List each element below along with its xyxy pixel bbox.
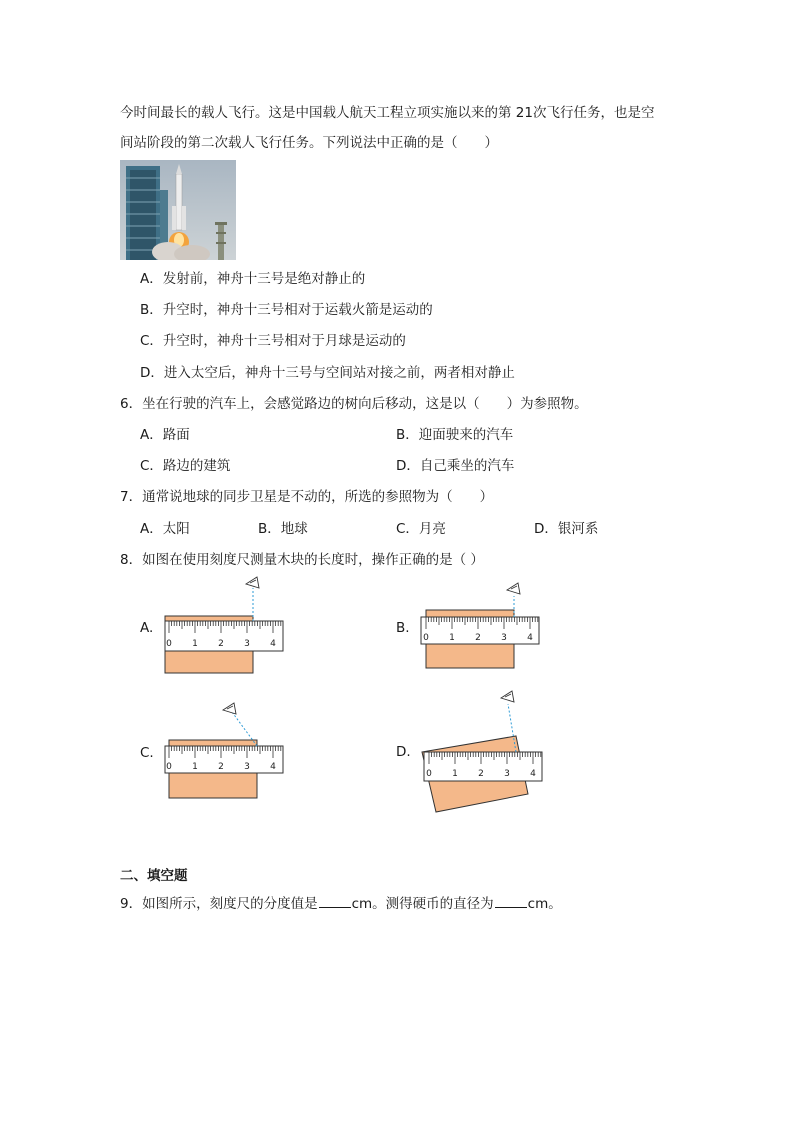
ruler-tick-label: 0 (166, 762, 172, 772)
ruler-tick-label: 0 (166, 639, 172, 649)
q5-intro-line1: 今时间最长的载人飞行。这是中国载人航天工程立项实施以来的第 21次飞行任务，也是空 (120, 105, 655, 121)
ruler-tick-label: 2 (218, 639, 224, 649)
q6-option-b: B．迎面驶来的汽车 (396, 427, 514, 443)
ruler-tick-label: 0 (426, 769, 432, 779)
q6-option-a: A．路面 (140, 427, 190, 443)
q6-option-c: C．路边的建筑 (140, 458, 231, 474)
eye-icon (223, 703, 236, 714)
q8-figure-a (160, 576, 290, 678)
ruler-tick-label: 3 (244, 639, 250, 649)
ruler-tick-label: 3 (504, 769, 510, 779)
ruler-tick-label: 1 (452, 769, 458, 779)
ruler-tick-label: 2 (218, 762, 224, 772)
section-title: 二、填空题 (120, 868, 188, 884)
q5-option-a: A．发射前，神舟十三号是绝对静止的 (140, 271, 366, 287)
ruler-tick-label: 1 (192, 762, 198, 772)
q7-option-d: D．银河系 (534, 521, 599, 537)
q6-stem: 6．坐在行驶的汽车上，会感觉路边的树向后移动，这是以（ ）为参照物。 (120, 396, 588, 412)
q8-fig-b-label: B. (396, 620, 410, 636)
ruler-tick-label: 4 (527, 633, 533, 643)
q8-figure-b (416, 576, 546, 678)
ruler-tick-label: 1 (449, 633, 455, 643)
q9-stem (120, 895, 562, 913)
ruler-tick-label: 0 (423, 633, 429, 643)
q7-stem: 7．通常说地球的同步卫星是不动的，所选的参照物为（ ） (120, 489, 494, 505)
answer-blank-1[interactable] (319, 895, 351, 908)
q8-stem: 8．如图在使用刻度尺测量木块的长度时，操作正确的是（ ） (120, 552, 484, 568)
ruler-tick-label: 4 (270, 639, 276, 649)
answer-blank-2[interactable] (495, 895, 527, 908)
q7-option-a: A．太阳 (140, 521, 190, 537)
ruler-tick-label: 1 (192, 639, 198, 649)
ruler-tick-label: 2 (475, 633, 481, 643)
q9-part2: cm。测得硬币的直径为 (351, 896, 494, 912)
rocket-launch-photo (120, 160, 236, 260)
eye-icon (501, 691, 514, 702)
q8-fig-d-label: D. (396, 744, 411, 760)
q7-option-b: B．地球 (258, 521, 308, 537)
q9-part3: cm。 (527, 896, 562, 912)
ruler-tick-label: 3 (244, 762, 250, 772)
q5-option-b: B．升空时，神舟十三号相对于运载火箭是运动的 (140, 302, 433, 318)
ruler-tick-label: 4 (270, 762, 276, 772)
ruler-tick-label: 4 (530, 769, 536, 779)
eye-icon (246, 577, 259, 588)
ruler-tick-label: 2 (478, 769, 484, 779)
ruler-tick-label: 3 (501, 633, 507, 643)
q5-option-c: C．升空时，神舟十三号相对于月球是运动的 (140, 333, 406, 349)
q8-figure-d (416, 684, 546, 816)
q5-option-d: D．进入太空后，神舟十三号与空间站对接之前，两者相对静止 (140, 365, 515, 381)
eye-icon (507, 583, 520, 594)
q9-part1: 9．如图所示，刻度尺的分度值是 (120, 896, 318, 912)
q8-fig-c-label: C. (140, 745, 154, 761)
q8-fig-a-label: A. (140, 620, 154, 636)
q5-intro-line2: 间站阶段的第二次载人飞行任务。下列说法中正确的是（ ） (120, 135, 498, 151)
q7-option-c: C．月亮 (396, 521, 446, 537)
q6-option-d: D．自己乘坐的汽车 (396, 458, 515, 474)
q8-figure-c (160, 696, 290, 802)
